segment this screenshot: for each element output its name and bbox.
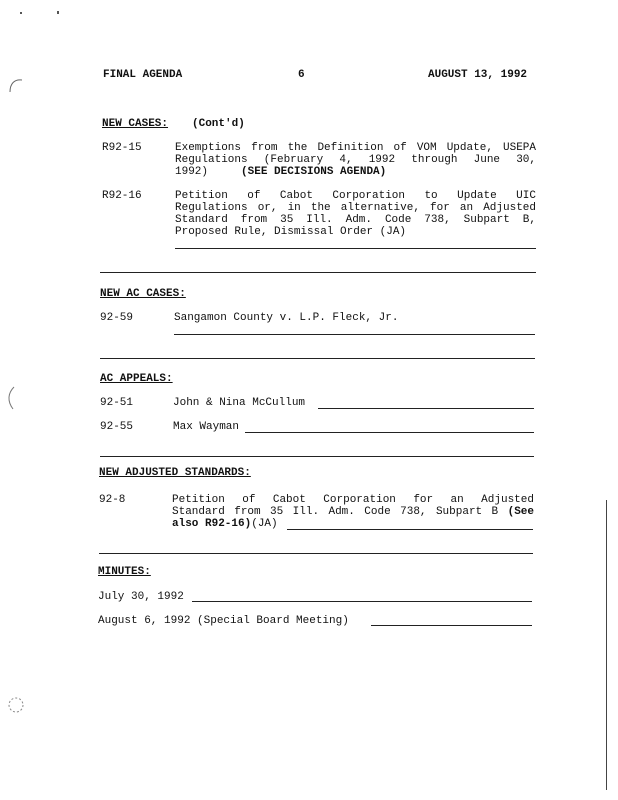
case-title: John & Nina McCullum (173, 397, 306, 409)
new-ac-cases-heading: NEW AC CASES: (100, 288, 186, 300)
case-number: 92-8 (99, 494, 126, 506)
contd-label: (Cont'd) (192, 118, 245, 130)
header-date: AUGUST 13, 1992 (428, 69, 528, 81)
case-title: Sangamon County v. L.P. Fleck, Jr. (174, 312, 399, 324)
signature-line (192, 601, 532, 602)
header-title: FINAL AGENDA (103, 69, 183, 81)
ac-appeals-heading: AC APPEALS: (100, 373, 173, 385)
section-divider (100, 456, 534, 457)
new-cases-heading: NEW CASES: (102, 118, 169, 130)
section-divider (100, 272, 536, 273)
minutes-item: August 6, 1992 (Special Board Meeting) (98, 615, 349, 627)
signature-line (175, 248, 536, 249)
section-divider (100, 358, 535, 359)
case-number: 92-59 (100, 312, 134, 324)
page-number: 6 (298, 69, 305, 81)
signature-line (174, 334, 535, 335)
scan-mark (6, 76, 26, 94)
case-number: 92-51 (100, 397, 134, 409)
section-divider (99, 553, 533, 554)
case-number: R92-16 (102, 190, 142, 202)
case-description: Exemptions from the Definition of VOM Update, USEPA Regulations (February 4, 1992 through June 30, 1992) (SEE DECISIONS AGENDA) (175, 142, 536, 178)
new-adjusted-standards-heading: NEW ADJUSTED STANDARDS: (99, 467, 251, 479)
case-number: 92-55 (100, 421, 134, 433)
case-number: R92-15 (102, 142, 142, 154)
scan-speck (20, 12, 22, 14)
case-description: Petition of Cabot Corporation for an Adjusted Standard from 35 Ill. Adm. Code 738, Subpart B (See also R92-16)(JA) (172, 494, 534, 530)
case-title: Max Wayman (173, 421, 240, 433)
scan-mark (6, 694, 26, 716)
signature-line (371, 625, 532, 626)
scan-edge-line (606, 500, 607, 790)
scan-speck (57, 11, 59, 14)
case-description: Petition of Cabot Corporation to Update UIC Regulations or, in the alternative, for an Adjusted Standard from 35 Ill. Adm. Code 738, Subpart B, Proposed Rule, Dismissal Order (JA) (175, 190, 536, 238)
minutes-item: July 30, 1992 (98, 591, 184, 603)
signature-line (318, 408, 534, 409)
scan-mark (4, 385, 18, 411)
signature-line (287, 529, 533, 530)
minutes-heading: MINUTES: (98, 566, 151, 578)
signature-line (245, 432, 534, 433)
